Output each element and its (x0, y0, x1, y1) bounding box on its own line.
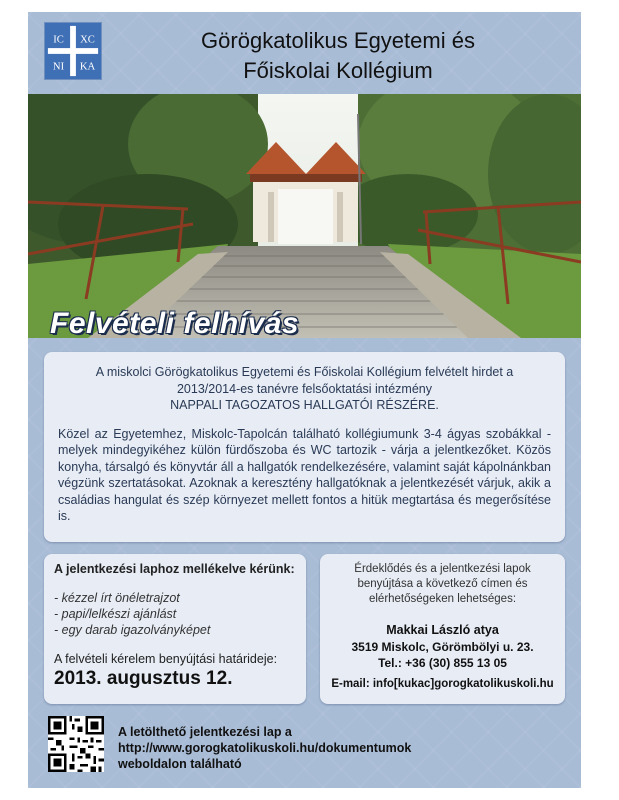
poster (28, 12, 581, 788)
download-note-line-3: weboldalon található (118, 757, 242, 771)
attachment-item: - egy darab igazolványképet (54, 623, 211, 637)
qr-code (48, 716, 104, 772)
contact-email: E-mail: info[kukac]gorogkatolikuskoli.hu (331, 678, 554, 690)
download-note-line-1: A letölthető jelentkezési lap a (118, 725, 292, 739)
contact-phone: Tel.: +36 (30) 855 13 05 (378, 656, 507, 670)
intro-line-3: NAPPALI TAGOZATOS HALLGATÓI RÉSZÉRE. (170, 398, 439, 412)
contact-name: Makkai László atya (386, 623, 499, 637)
logo-text-ic: IC (53, 34, 64, 46)
contact-info (328, 562, 557, 607)
page-title (118, 26, 558, 86)
download-url[interactable]: http://www.gorogkatolikuskoli.hu/dokumentumok (118, 741, 412, 755)
intro-line-2: 2013/2014-es tanévre felsőoktatási intézmény (176, 381, 433, 396)
attachment-item: - papi/lelkészi ajánlást (54, 607, 177, 621)
qr-code-icon (48, 716, 104, 772)
campus-photo (28, 94, 581, 338)
title-line-1: Görögkatolikus Egyetemi és (201, 28, 475, 53)
logo-text-ka: KA (79, 61, 96, 73)
deadline-label: A felvételi kérelem benyújtási határideje: (54, 652, 278, 666)
logo-text-ni: NI (52, 61, 65, 73)
contact-info-line-2: benyújtása a következő címen és (357, 578, 528, 590)
stairs-photo-illustration (28, 94, 581, 338)
deadline-date: 2013. augusztus 12. (54, 668, 233, 689)
contact-address: 3519 Miskolc, Görömbölyi u. 23. (351, 640, 534, 654)
announcement-body: Közel az Egyetemhez, Miskolc-Tapolcán található kollégiumunk 3-4 ágyas szobákkal - melyek mindegyikéhez külön fürdőszoba és WC tartozik - várja a jelentkezőket. Közös konyha, társalgó és könyvtár áll a hallgatók rendelkezésére, valamint saját kápolnánkban végzünk szertatásokat. Azoknak a keresztény hallgatóknak a jelentkezését várjuk, akik a családias hangulat és szép környezet mellett fontos a hitük megtartása és megerősítése is. (58, 426, 551, 523)
cross-logo-icon (45, 23, 101, 79)
contact-panel (320, 554, 565, 704)
attachments-panel (44, 554, 306, 704)
attachment-item: - kézzel írt önéletrajzot (54, 591, 180, 605)
download-note (118, 724, 558, 772)
college-logo (44, 22, 102, 80)
contact-info-line-3: elérhetőségeken lehetséges: (368, 593, 517, 605)
logo-text-xc: XC (80, 34, 95, 46)
call-for-admission-heading: Felvételi felhívás (50, 307, 300, 338)
attachments-heading: A jelentkezési laphoz mellékelve kérünk: (54, 562, 295, 576)
contact-info-line-1: Érdeklődés és a jelentkezési lapok (354, 563, 531, 575)
intro-line-1: A miskolci Görögkatolikus Egyetemi és Főiskolai Kollégium felvételt hirdet a (95, 365, 514, 379)
title-line-2: Főiskolai Kollégium (243, 58, 433, 83)
attachments-list (54, 590, 296, 638)
announcement-intro (58, 364, 551, 414)
announcement-panel (44, 352, 565, 542)
